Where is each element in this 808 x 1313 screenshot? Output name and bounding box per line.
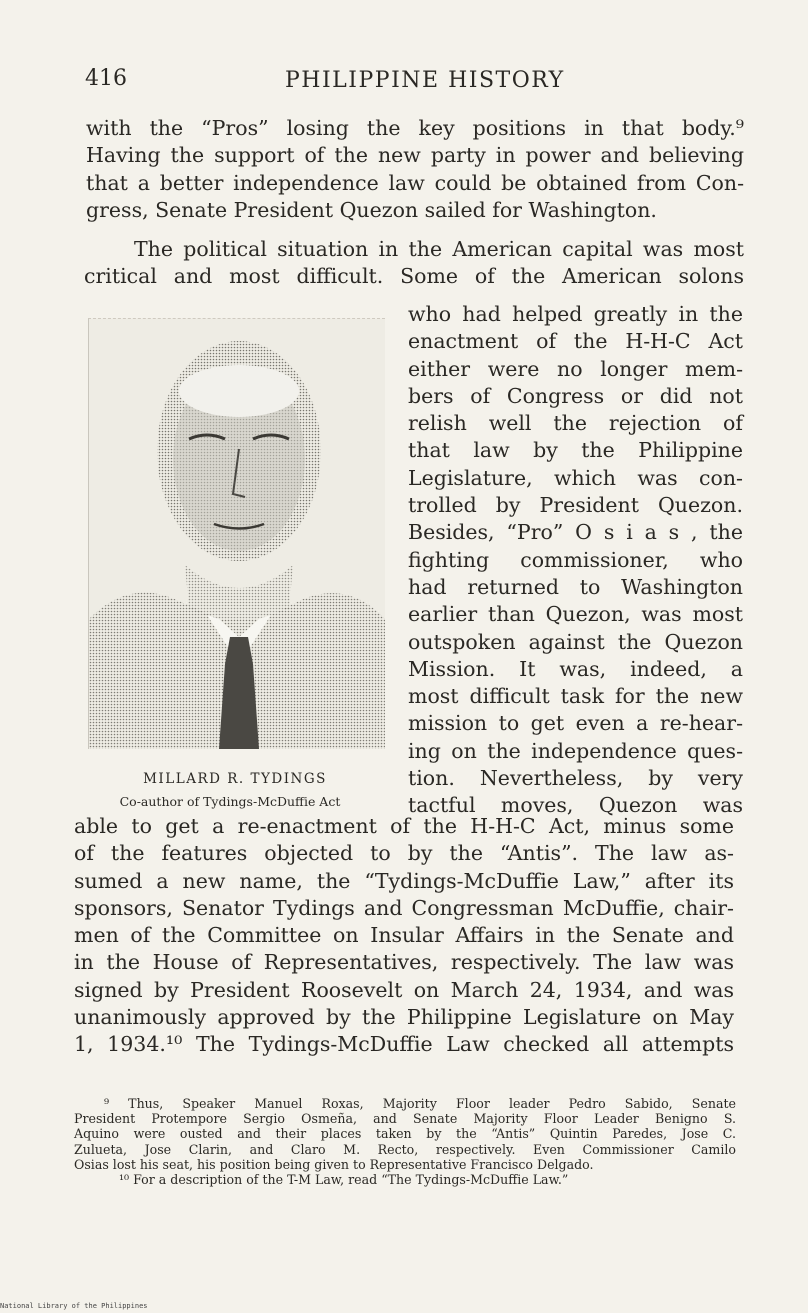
text-line: with the “Pros” losing the key positions in that body.⁹ [86, 116, 744, 140]
text-line: that law by the Philippine [408, 438, 743, 463]
text-line: who had helped greatly in the [408, 302, 743, 326]
text-line: Mission. It was, indeed, a [408, 656, 743, 681]
footnotes [74, 1096, 736, 1187]
text-line: Having the support of the new party in power and believing [86, 143, 744, 168]
text-line: bers of Congress or did not [408, 383, 743, 408]
footnote-line: Zulueta, Jose Clarin, and Claro M. Recto, respectively. Even Commissioner Camilo [74, 1141, 736, 1157]
text-line: sponsors, Senator Tydings and Congressman McDuffie, chair- [74, 895, 734, 920]
footnote-line: ¹⁰ For a description of the T-M Law, read “The Tydings-McDuffie Law.” [119, 1172, 569, 1188]
library-credit: National Library of the Philippines [0, 1302, 148, 1310]
text-line: ing on the independence ques- [408, 738, 743, 763]
photo-caption-name: MILLARD R. TYDINGS [143, 771, 327, 787]
paragraph-2 [84, 236, 744, 291]
footnote-line: Aquino were ousted and their places taken by the “Antis” Quintin Paredes, Jose C. [74, 1126, 736, 1142]
text-line: Legislature, which was con- [408, 465, 743, 490]
page-number: 416 [85, 66, 127, 91]
text-line: mission to get even a re-hear- [408, 711, 743, 736]
text-line: men of the Committee on Insular Affairs in the Senate and [74, 923, 734, 948]
text-line: Besides, “Pro” O s i a s , the [408, 520, 743, 545]
text-line: tion. Nevertheless, by very [408, 766, 743, 791]
text-line: relish well the rejection of [408, 411, 743, 436]
paragraph-3 [408, 301, 743, 820]
text-line: earlier than Quezon, was most [408, 602, 743, 627]
tydings-portrait-photo [88, 318, 385, 749]
text-line: either were no longer mem- [408, 356, 743, 381]
text-line: able to get a re-enactment of the H-H-C Act, minus some [74, 814, 734, 838]
text-line: had returned to Washington [408, 574, 743, 599]
paragraph-1 [86, 115, 744, 224]
text-line: unanimously approved by the Philippine Legislature on May [74, 1005, 734, 1030]
text-line: gress, Senate President Quezon sailed for Washington. [86, 197, 657, 222]
photo-caption-role: Co-author of Tydings-McDuffie Act [119, 794, 341, 809]
footnote-line: ⁹ Thus, Speaker Manuel Roxas, Majority Floor leader Pedro Sabido, Senate [104, 1096, 736, 1111]
text-line: trolled by President Quezon. [408, 493, 743, 518]
text-line: of the features objected to by the “Antis”. The law as- [74, 841, 734, 866]
portrait-image [89, 319, 385, 749]
footnote-line: President Protempore Sergio Osmeña, and Senate Majority Floor Leader Benigno S. [74, 1111, 736, 1127]
text-line: sumed a new name, the “Tydings-McDuffie Law,” after its [74, 868, 734, 893]
text-line: most difficult task for the new [408, 684, 743, 709]
text-line: in the House of Representatives, respectively. The law was [74, 950, 734, 975]
footnote-line: Osias lost his seat, his position being given to Representative Francisco Delgado. [74, 1156, 594, 1172]
text-line: The political situation in the American capital was most [134, 237, 744, 261]
text-line: tactful moves, Quezon was [408, 793, 743, 818]
text-line: that a better independence law could be obtained from Con- [86, 170, 744, 195]
text-line: outspoken against the Quezon [408, 629, 743, 654]
text-line: fighting commissioner, who [408, 547, 743, 572]
text-line: critical and most difficult. Some of the American solons [84, 264, 744, 289]
text-line: signed by President Roosevelt on March 24, 1934, and was [74, 977, 734, 1002]
paragraph-4 [74, 813, 734, 1059]
text-line: enactment of the H-H-C Act [408, 329, 743, 354]
running-head: PHILIPPINE HISTORY [285, 68, 565, 93]
text-line: 1, 1934.¹⁰ The Tydings-McDuffie Law checked all attempts [74, 1032, 734, 1057]
